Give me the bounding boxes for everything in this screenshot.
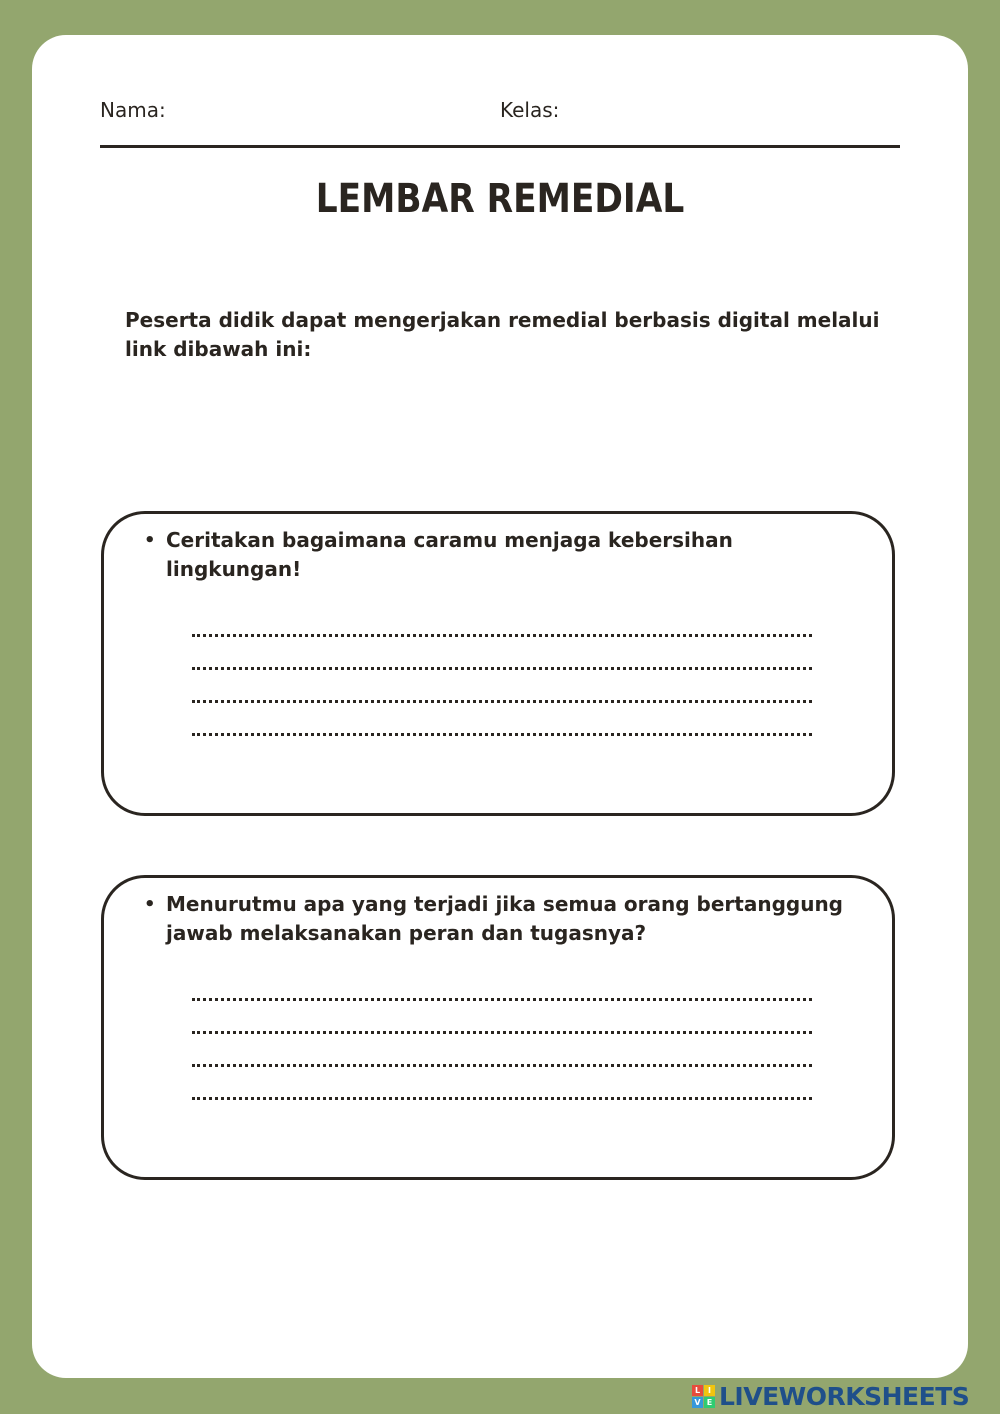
answer-line[interactable] [192, 667, 812, 670]
answer-line[interactable] [192, 634, 812, 637]
bullet-icon: • [144, 894, 156, 915]
logo-grid-icon: L I V E [692, 1385, 715, 1408]
logo-text: LIVEWORKSHEETS [719, 1381, 970, 1411]
class-label: Kelas: [500, 98, 560, 122]
answer-line[interactable] [192, 1031, 812, 1034]
question-box-1 [101, 511, 895, 816]
question-text-2: Menurutmu apa yang terjadi jika semua orang bertanggung jawab melaksanakan peran dan tugasnya? [166, 892, 844, 945]
answer-line[interactable] [192, 733, 812, 736]
header-divider [100, 145, 900, 148]
bullet-icon: • [144, 530, 156, 551]
answer-line[interactable] [192, 998, 812, 1001]
liveworksheets-logo[interactable] [692, 1378, 969, 1414]
intro-text: Peserta didik dapat mengerjakan remedial berbasis digital melalui link dibawah ini: [125, 308, 880, 361]
name-label: Nama: [100, 98, 166, 122]
answer-line[interactable] [192, 1097, 812, 1100]
answer-line[interactable] [192, 700, 812, 703]
question-box-2 [101, 875, 895, 1180]
answer-line[interactable] [192, 1064, 812, 1067]
page-title: LEMBAR REMEDIAL [315, 176, 685, 222]
question-text-1: Ceritakan bagaimana caramu menjaga kebersihan lingkungan! [166, 528, 733, 581]
